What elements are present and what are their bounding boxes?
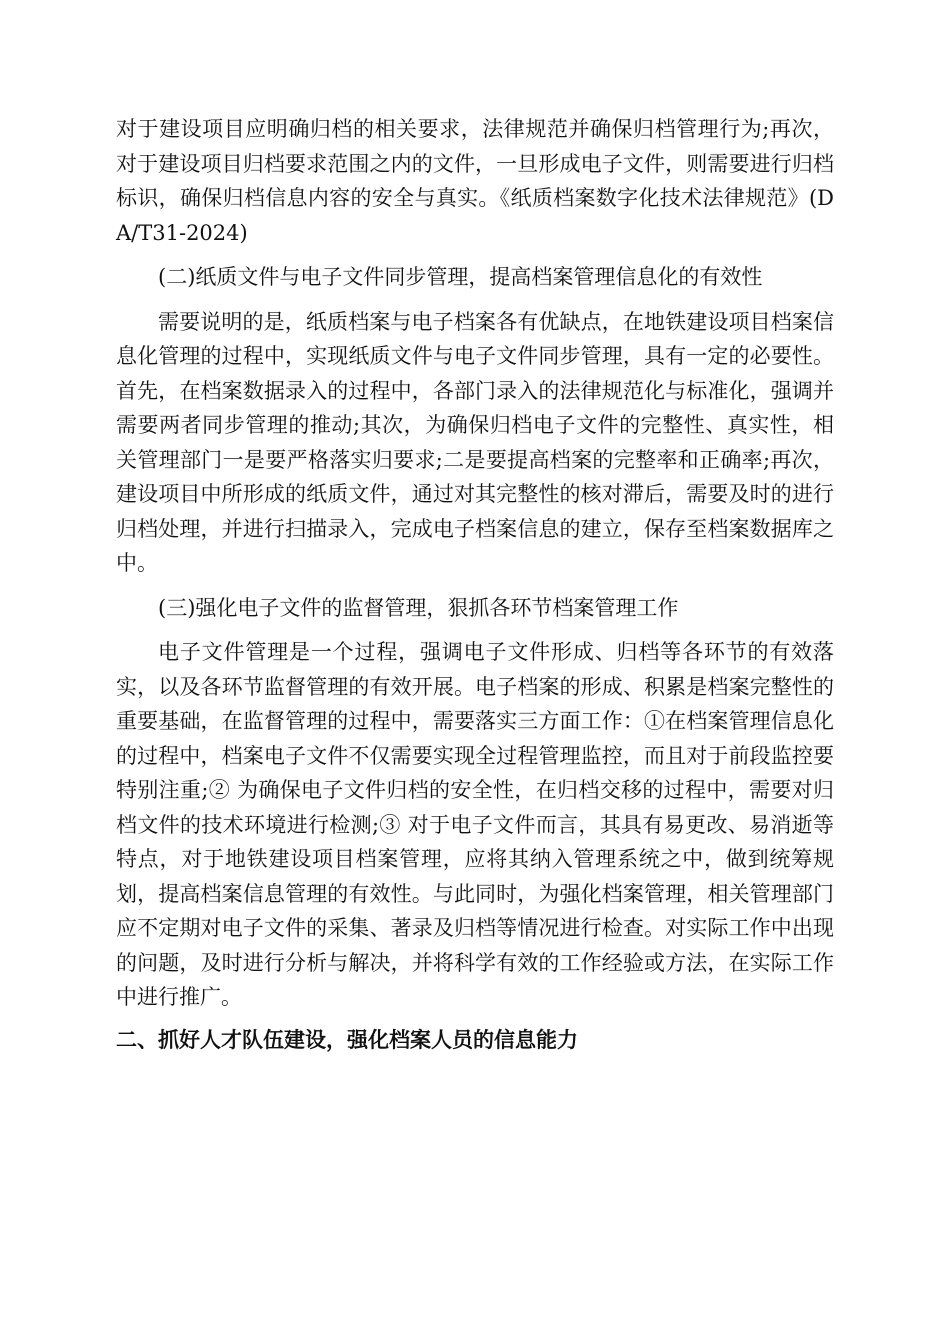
section-heading-talent-team: 二、抓好人才队伍建设，强化档案人员的信息能力 bbox=[116, 1027, 578, 1052]
subheading-paper-electronic-sync: (二)纸质文件与电子文件同步管理，提高档案管理信息化的有效性 bbox=[158, 265, 763, 289]
paragraph-supervision-management: 电子文件管理是一个过程，强调电子文件形成、归档等各环节的有效落实，以及各环节监督管理的有效开展。电子档案的形成、积累是档案完整性的重要基础，在监督管理的过程中，需要落实三方面工作：①在档案管理信息化的过程中，档案电子文件不仅需要实现全过程管理监控，而且对于前段监控要特别注重;② 为确保电子文件归档的安全性，在归档交移的过程中，需要对归档文件的技术环境进行检测;③ 对于电子文件而言，其具有易更改、易消逝等特点，对于地铁建设项目档案管理，应将其纳入管理系统之中，做到统筹规划，提高档案信息管理的有效性。与此同时，为强化档案管理，相关管理部门应不定期对电子文件的采集、著录及归档等情况进行检查。对实际工作中出现的问题，及时进行分析与解决，并将科学有效的工作经验或方法，在实际工作中进行推广。 bbox=[116, 640, 834, 1009]
subheading-supervision-management: (三)强化电子文件的监督管理，狠抓各环节档案管理工作 bbox=[158, 595, 679, 620]
paragraph-paper-electronic-sync: 需要说明的是，纸质档案与电子档案各有优缺点，在地铁建设项目档案信息化管理的过程中，实现纸质文件与电子文件同步管理，具有一定的必要性。首先，在档案数据录入的过程中，各部门录入的法律规范化与标准化，强调并需要两者同步管理的推动;其次，为确保归档电子文件的完整性、真实性，相关管理部门一是要严格落实归要求;二是要提高档案的完整率和正确率;再次，建设项目中所形成的纸质文件，通过对其完整性的核对滞后，需要及时的进行归档处理，并进行扫描录入，完成电子档案信息的建立，保存至档案数据库之中。 bbox=[116, 309, 834, 575]
paragraph-archiving-requirements: 对于建设项目应明确归档的相关要求，法律规范并确保归档管理行为;再次，对于建设项目归档要求范围之内的文件，一旦形成电子文件，则需要进行归档标识，确保归档信息内容的安全与真实。《纸质档案数字化技术法律规范》(DA/T31-2024) bbox=[116, 117, 834, 245]
document-page bbox=[116, 112, 834, 1057]
